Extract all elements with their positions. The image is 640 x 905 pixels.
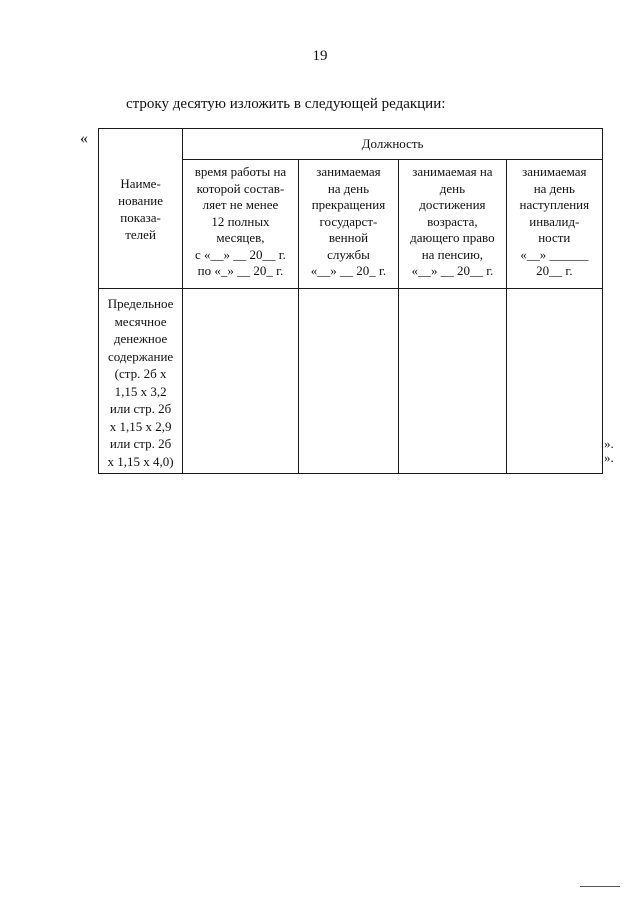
subheader-service-end [298,160,398,289]
row-label-max-salary: Предельное месячное денежное содержание (стр. 2б х 1,15 х 3,2 или стр. 2б х 1,15 х 2,9 или стр. 2б х 1,15 х 4,0) [99,289,183,474]
table-cell [399,289,506,474]
table-cell [506,289,602,474]
positions-table [98,128,603,474]
subheader-work-time [183,160,299,289]
close-quote: ». [604,436,614,451]
intro-text: строку десятую изложить в следующей редакции: [126,96,446,112]
close-quote: ». [604,450,614,465]
table-cell [298,289,398,474]
subheader-disability [506,160,602,289]
subheader-pension-age [399,160,506,289]
table-header-row [99,129,603,160]
footer-rule [580,886,620,887]
page-number: 19 [312,48,328,64]
indicator-name-header [99,129,183,289]
indicator-name-header-text: Наиме- нование показа- телей [118,175,164,242]
subheader-disability-text: занимаемая на день наступления инвалид- ности «__» ______ 20__ г. [519,164,590,278]
subheader-work-time-text: время работы на которой состав- ляет не менее 12 полных месяцев, с «__» __ 20__ г. по «_» __ 20_ г. [194,164,287,278]
subheader-pension-age-text: занимаемая на день достижения возраста, дающего право на пенсию, «__» __ 20__ г. [410,164,495,278]
table-row [99,289,603,474]
subheader-service-end-text: занимаемая на день прекращения государст- венной службы «__» __ 20_ г. [310,164,387,278]
position-group-header: Должность [183,129,603,160]
table-cell [183,289,299,474]
open-quote: « [80,130,88,147]
